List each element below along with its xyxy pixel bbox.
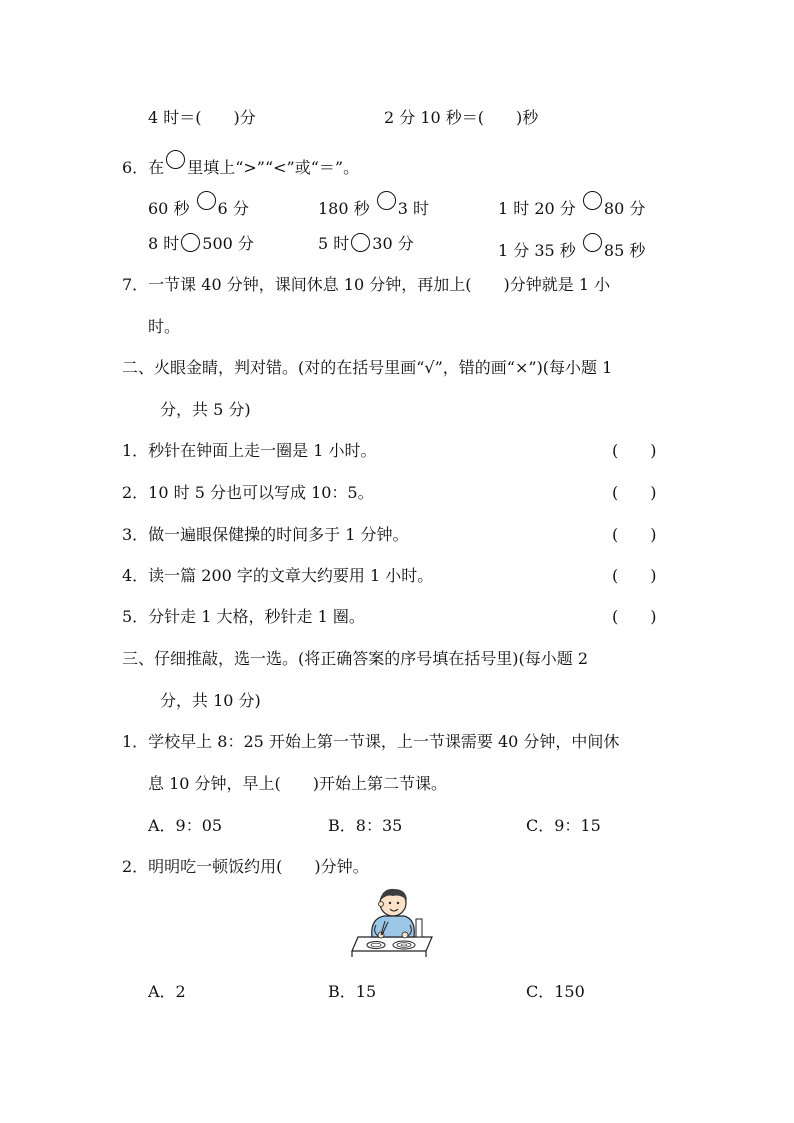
compare-right: 6 分 (217, 199, 249, 218)
circle-blank-icon[interactable] (351, 233, 370, 252)
compare-left: 1 分 35 秒 (498, 241, 576, 260)
compare-right: 80 分 (603, 199, 646, 218)
judge-item: 4．读一篇 200 字的文章大约要用 1 小时。 (122, 566, 434, 585)
section-2-title-cont: 分，共 5 分) (160, 400, 251, 419)
circle-blank-icon[interactable] (583, 233, 602, 252)
answer-paren[interactable]: ( ) (612, 566, 657, 585)
judge-item: 1．秒针在钟面上走一圈是 1 小时。 (122, 441, 377, 460)
section-3-title: 三、仔细推敲，选一选。(将正确答案的序号填在括号里)(每小题 2 (122, 649, 588, 668)
q7-line-2: 时。 (148, 317, 181, 336)
answer-paren[interactable]: ( ) (612, 607, 657, 626)
compare-item (318, 191, 429, 220)
q6-instruction (122, 150, 359, 179)
q5-fill-left: 4 时＝( )分 (148, 108, 256, 127)
compare-item (498, 233, 645, 262)
compare-left: 180 秒 (318, 199, 370, 218)
choice-q1-line-1: 1．学校早上 8：25 开始上第一节课，上一节课需要 40 分钟，中间休 (122, 732, 620, 751)
compare-right: 3 时 (397, 199, 430, 218)
compare-right: 500 分 (202, 234, 254, 253)
compare-left: 60 秒 (148, 199, 190, 218)
compare-left: 1 时 20 分 (498, 199, 576, 218)
q7-line-1: 7．一节课 40 分钟，课间休息 10 分钟，再加上( )分钟就是 1 小 (122, 275, 611, 294)
circle-blank-icon[interactable] (377, 191, 396, 210)
section-3-title-cont: 分，共 10 分) (160, 691, 261, 710)
choice-q1-line-2: 息 10 分钟，早上( )开始上第二节课。 (148, 774, 448, 793)
judge-item: 2．10 时 5 分也可以写成 10：5。 (122, 483, 374, 502)
judge-item: 3．做一遍眼保健操的时间多于 1 分钟。 (122, 525, 409, 544)
circle-blank-icon (166, 150, 185, 169)
circle-blank-icon[interactable] (181, 233, 200, 252)
q6-suffix: 里填上“>”“<”或“＝”。 (187, 158, 360, 177)
compare-item (148, 191, 249, 220)
compare-right: 30 分 (372, 234, 414, 253)
option-c[interactable]: C．9：15 (526, 816, 601, 835)
circle-blank-icon[interactable] (197, 191, 216, 210)
option-b[interactable]: B．15 (328, 982, 377, 1001)
choice-q2-line-1: 2．明明吃一顿饭约用( )分钟。 (122, 857, 369, 876)
q6-compare-row-2 (0, 233, 794, 259)
judge-item: 5．分针走 1 大格，秒针走 1 圈。 (122, 607, 365, 626)
compare-left: 8 时 (148, 234, 180, 253)
answer-paren[interactable]: ( ) (612, 525, 657, 544)
compare-left: 5 时 (318, 234, 350, 253)
q6-prefix: 6．在 (122, 158, 165, 177)
q6-compare-row-1 (0, 191, 794, 217)
compare-right: 85 秒 (603, 241, 646, 260)
option-a[interactable]: A．9：05 (148, 816, 223, 835)
section-2-title: 二、火眼金睛，判对错。(对的在括号里画“√”，错的画“×”)(每小题 1 (122, 358, 613, 377)
answer-paren[interactable]: ( ) (612, 441, 657, 460)
compare-item (318, 233, 414, 255)
option-a[interactable]: A．2 (148, 982, 186, 1001)
option-b[interactable]: B．8：35 (328, 816, 403, 835)
q5-fill-right: 2 分 10 秒＝( )秒 (384, 108, 539, 127)
circle-blank-icon[interactable] (583, 191, 602, 210)
option-c[interactable]: C．150 (526, 982, 585, 1001)
answer-paren[interactable]: ( ) (612, 483, 657, 502)
compare-item (148, 233, 254, 255)
compare-item (498, 191, 645, 220)
boy-eating-illustration (350, 885, 440, 967)
